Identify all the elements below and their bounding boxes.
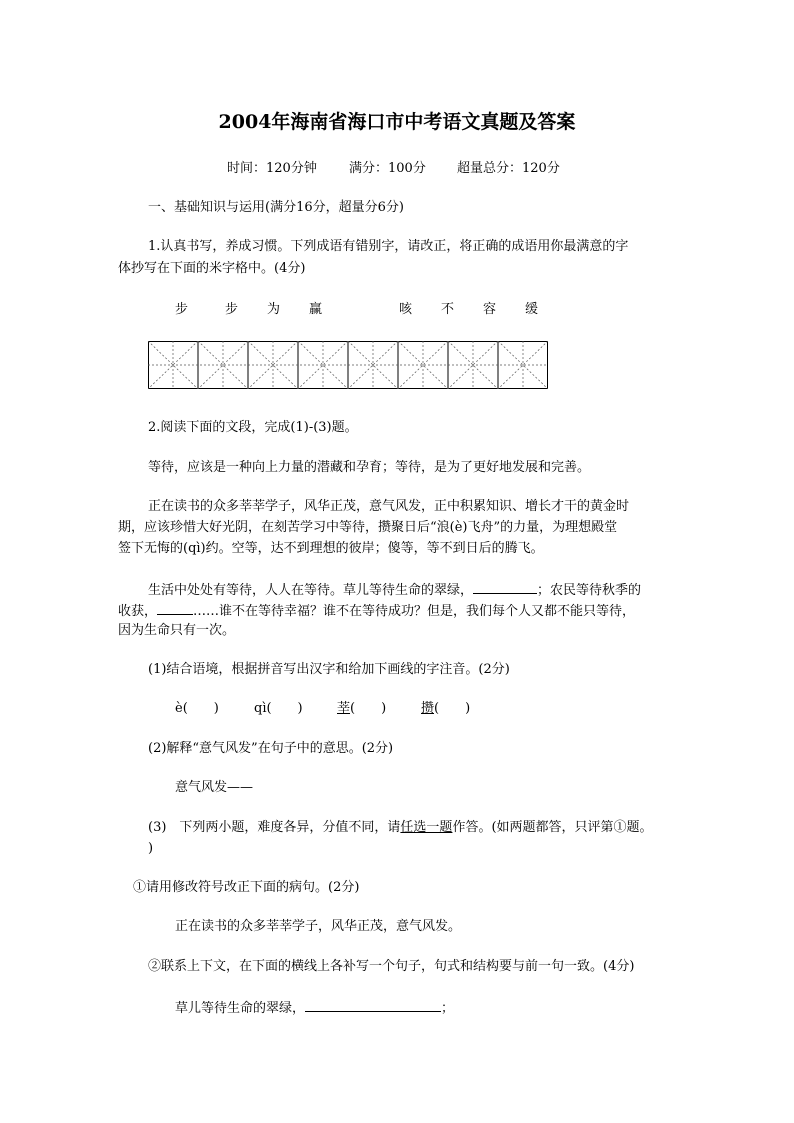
passage-para2-line1: 正在读书的众多莘莘学子，风华正茂，意气风发，正中积累知识、增长才干的黄金时 [148,499,630,514]
char-zan: 攒 [421,701,435,716]
sub2-answer-line: 意气风发—— [175,780,254,795]
answer-paren[interactable]: ( ) [266,701,303,716]
idiom-char: 缓 [525,302,539,317]
answer-paren[interactable]: ( ) [434,701,471,716]
pinyin-qi: qì [254,701,267,716]
idiom-char: 步 [225,302,239,317]
sub3-text-a: (3) 下列两小题，难度各异，分值不同，请 [148,820,401,835]
char-shen: 莘 [337,701,351,716]
passage-para3-line1 [148,579,641,600]
answer-blank[interactable] [305,997,441,1012]
pinyin-item [175,699,219,718]
fill-blank[interactable] [157,600,193,615]
pinyin-e: è [175,701,183,716]
option-2: ②联系上下文，在下面的横线上各补写一个句子，句式和结构要与前一句一致。(4分) [148,959,635,974]
idiom-char: 不 [441,302,455,317]
section-heading: 一、基础知识与运用(满分16分，超量分6分) [148,200,404,215]
sub3-text-b: 作答。(如两题都答，只评第①题。 [452,820,653,835]
sub-question-1: (1)结合语境，根据拼音写出汉字和给加下画线的字注音。(2分) [148,662,510,677]
idiom-char: 步 [175,302,189,317]
idiom-char: 容 [483,302,497,317]
passage-para2-line2: 期，应该珍惜大好光阴，在刻苦学习中等待，攒聚日后“浪(è)飞舟”的力量，为理想殿堂 [118,520,618,535]
mi-character-grid[interactable] [148,341,548,389]
idiom-char: 赢 [309,302,323,317]
q1-text-line1: 1.认真书写，养成习惯。下列成语有错别字，请改正，将正确的成语用你最满意的字 [148,239,629,254]
pinyin-item [421,699,470,718]
para3-text-d: ……谁不在等待幸福？谁不在等待成功？但是，我们每个人又都不能只等待， [193,604,636,619]
page-title: 2004年海南省海口市中考语文真题及答案 [218,111,576,133]
sub3-close-paren: ) [148,841,154,856]
answer-paren[interactable]: ( ) [182,701,219,716]
passage-para2-line3: 签下无悔的(qì)约。空等，达不到理想的彼岸；傻等，等不到日后的腾飞。 [118,541,544,556]
para3-text-b: ；农民等待秋季的 [537,583,642,598]
passage-para1: 等待，应该是一种向上力量的潜藏和孕育；等待，是为了更好地发展和完善。 [148,460,591,475]
option-1: ①请用修改符号改正下面的病句。(2分) [133,880,360,895]
exam-over-score: 超量总分：120分 [457,161,560,176]
q2-intro: 2.阅读下面的文段，完成(1)-(3)题。 [148,420,358,435]
option-1-sentence: 正在读书的众多莘莘学子，风华正茂，意气风发。 [175,919,462,934]
option-2-line [175,997,454,1018]
passage-para3-line3: 因为生命只有一次。 [118,623,236,638]
sub-question-3 [148,818,653,837]
answer-paren[interactable]: ( ) [350,701,387,716]
option-2-semicolon: ； [441,1001,455,1016]
sub-question-2: (2)解释“意气风发”在句子中的意思。(2分) [148,741,394,756]
pinyin-item [337,699,386,718]
idiom-char: 为 [267,302,281,317]
para3-text-a: 生活中处处有等待，人人在等待。草儿等待生命的翠绿， [148,583,474,598]
q1-text-line2: 体抄写在下面的米字格中。(4分) [118,261,306,276]
para3-text-c: 收获， [118,604,158,619]
exam-time: 时间：120分钟 [227,161,317,176]
sub3-underlined: 任选一题 [400,820,453,835]
fill-blank[interactable] [473,579,537,594]
pinyin-item [254,699,303,718]
exam-full-score: 满分：100分 [349,161,426,176]
idiom-char: 咳 [399,302,413,317]
option-2-text: 草儿等待生命的翠绿， [175,1001,306,1016]
passage-para3-line2 [118,600,635,621]
